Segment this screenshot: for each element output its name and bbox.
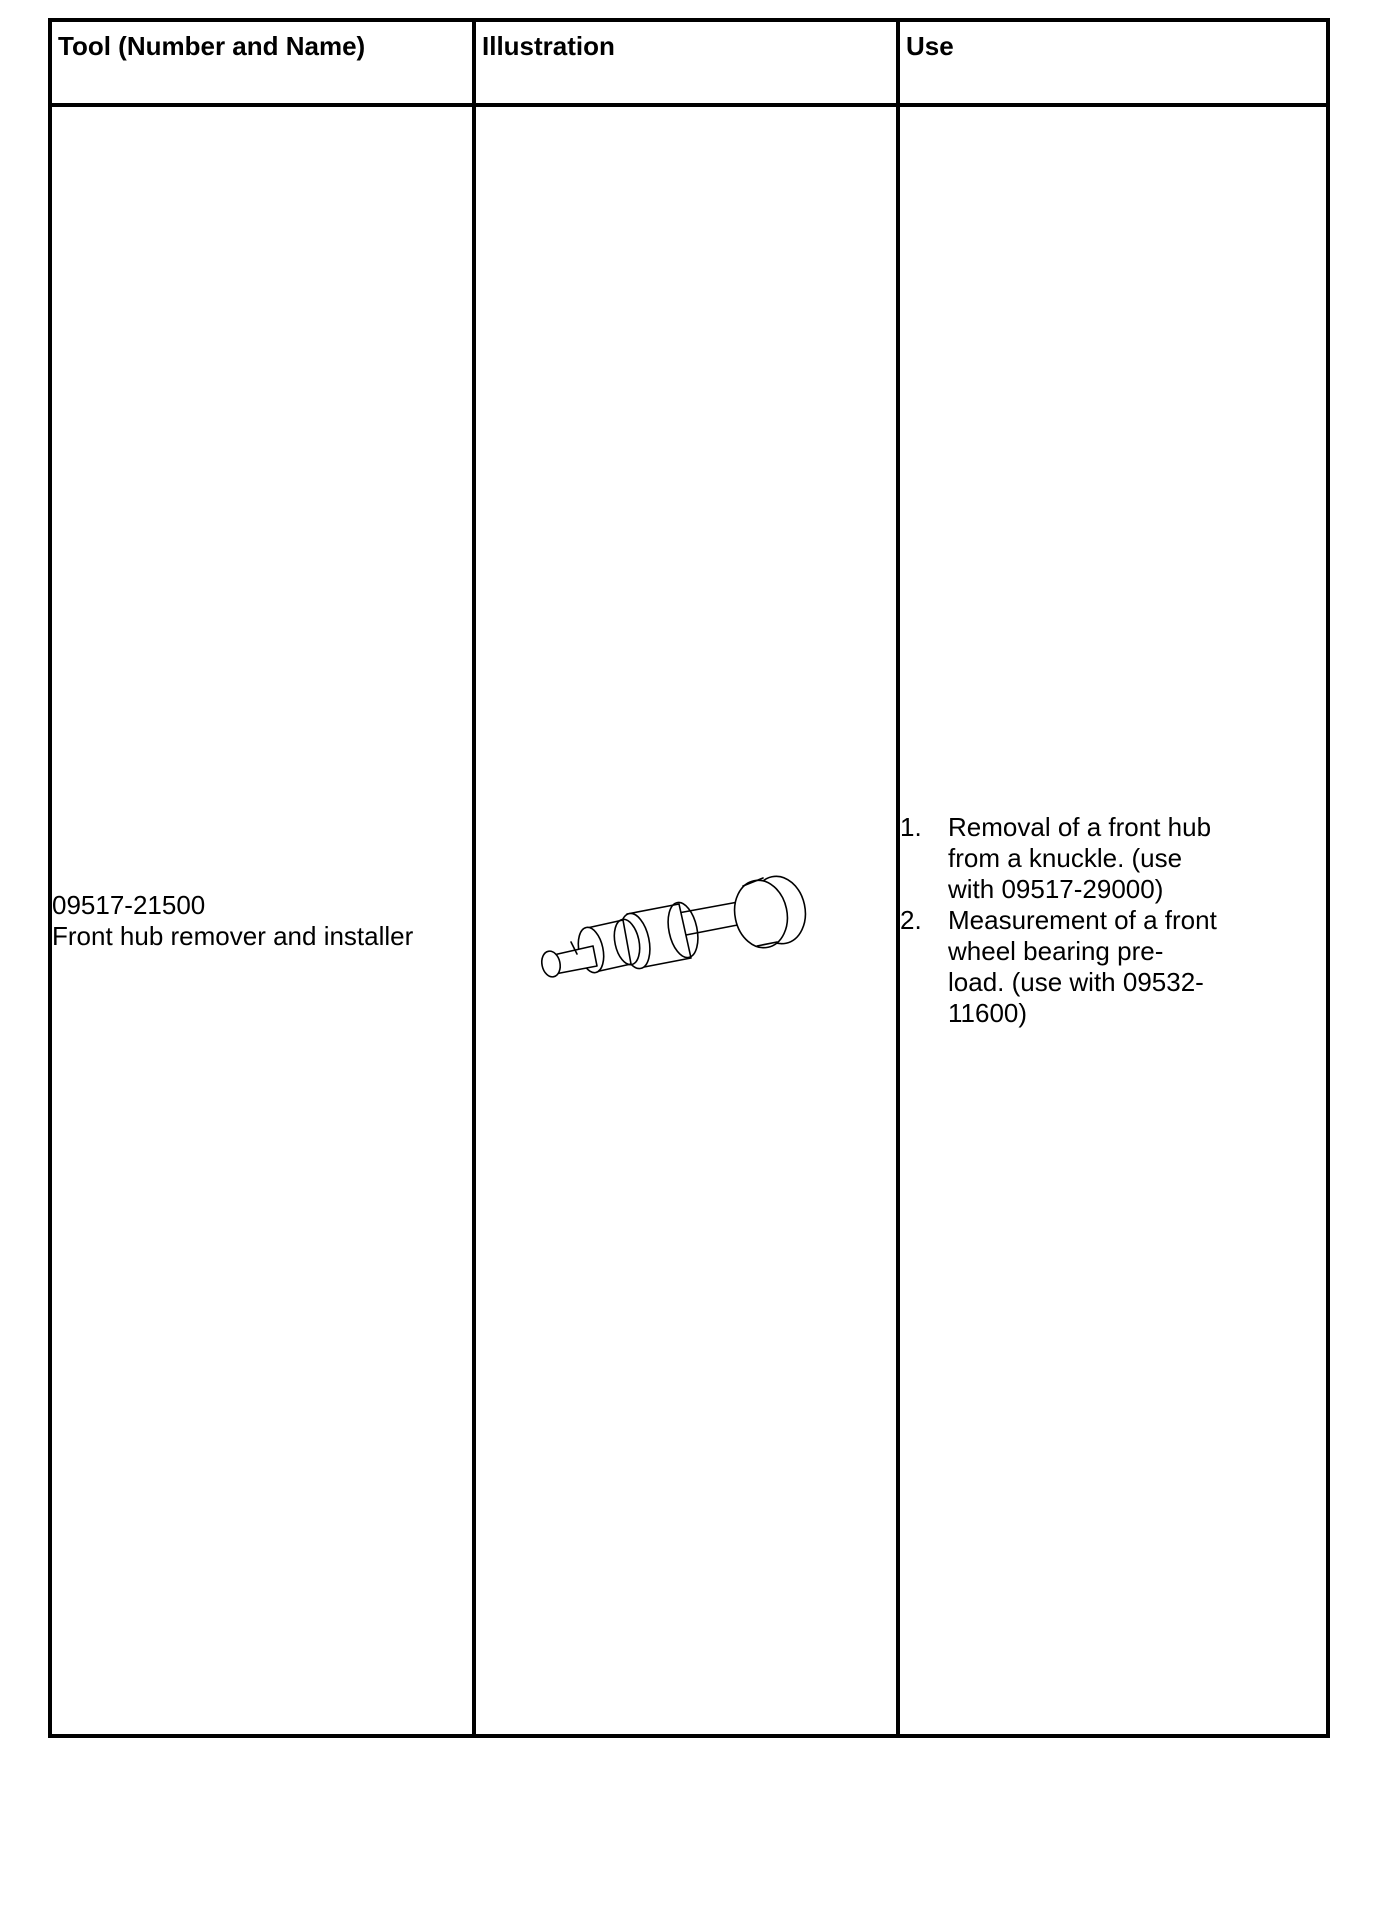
header-tool: Tool (Number and Name)	[50, 20, 474, 105]
list-item-number: 2.	[900, 905, 922, 935]
list-item	[900, 905, 1326, 1029]
table-row	[50, 105, 1328, 1736]
table-header-row	[50, 20, 1328, 105]
list-item-text: Removal of a front hub from a knuckle. (use with 09517-29000)	[948, 812, 1212, 904]
front-hub-remover-installer-icon	[531, 846, 851, 996]
header-use: Use	[898, 20, 1328, 105]
special-tools-table	[48, 18, 1330, 1738]
illustration-cell	[474, 105, 898, 1736]
tool-cell	[50, 105, 474, 1736]
list-item-number: 1.	[900, 812, 922, 842]
header-illustration: Illustration	[474, 20, 898, 105]
list-item-text: Measurement of a front wheel bearing pre-load. (use with 09532-11600)	[948, 905, 1217, 1028]
tool-name: Front hub remover and installer	[52, 920, 414, 951]
use-list	[900, 812, 1326, 1029]
use-cell	[898, 105, 1328, 1736]
tool-number: 09517-21500	[52, 889, 206, 920]
list-item	[900, 812, 1326, 905]
